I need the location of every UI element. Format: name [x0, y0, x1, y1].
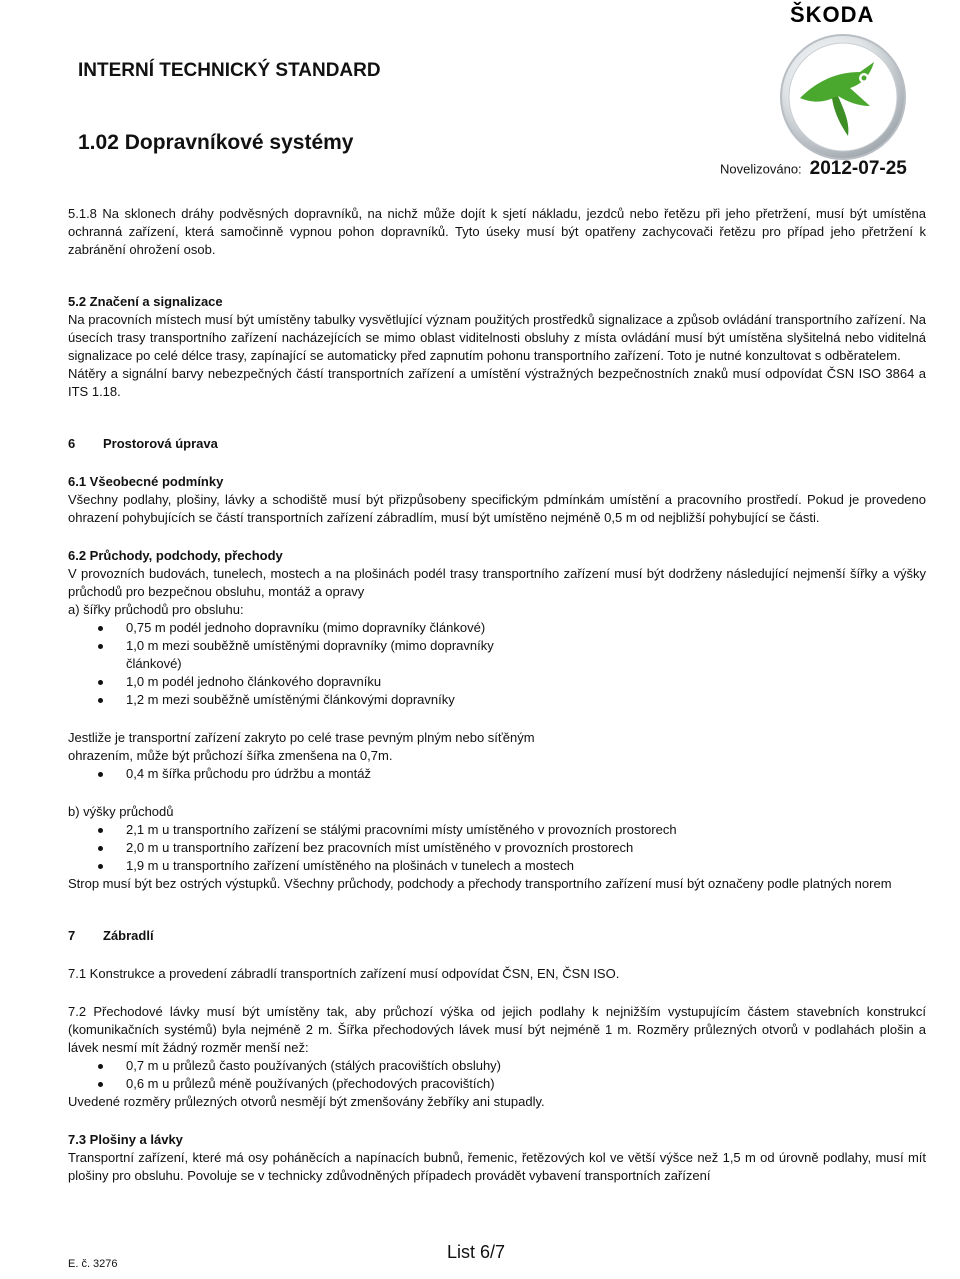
revision-info: [720, 158, 907, 180]
paragraph-5-1-8: 5.1.8 Na sklonech dráhy podvěsných dopravníků, na nichž může dojít k sjetí nákladu, jezdců nebo řetězu při jeho přetržení, musí být umístěna ochranná zařízení, která samočinně vypnou pohon dopravníků. Tyto úseky musí být opatřeny zachycovači řetězu pro případ jeho přetržení k zabránění ohrožení osob.: [68, 206, 926, 257]
section-title: Prostorová úprava: [103, 436, 218, 451]
revised-label: Novelizováno:: [720, 161, 802, 177]
list-item: 1,0 m podél jednoho článkového dopravníku: [68, 673, 538, 691]
heading-section-6: [68, 435, 926, 453]
section-title: Zábradlí: [103, 928, 154, 943]
paragraph-7-2-end: Uvedené rozměry průlezných otvorů nesmějí být zmenšovány žebříky ani stupadly.: [68, 1094, 545, 1109]
list-item: 2,0 m u transportního zařízení bez pracovních míst umístěného v provozních prostorech: [68, 839, 926, 857]
fence-list: [68, 765, 926, 783]
heading-section-7: [68, 927, 926, 945]
heading-6-1: 6.1 Všeobecné podmínky: [68, 474, 224, 489]
page-header: [0, 0, 960, 200]
paragraph-5-2: Na pracovních místech musí být umístěny tabulky vysvětlující význam použitých prostředků signalizace a způsob ovládání transportního zařízení. Na úsecích trasy transportního zařízení nacházejících se mimo oblast viditelnosti obsluhy z místa ovládání musí být umístěna slyšitelná nebo viditelná signalizace po celé délce trasy, zapínající se automaticky před zapnutím pohonu transportního zařízení. Toto je nutné konzultovat s odběratelem.: [68, 312, 926, 363]
section-number: 6: [68, 436, 76, 451]
document-title: 1.02 Dopravníkové systémy: [78, 131, 354, 154]
skoda-emblem-icon: [778, 32, 908, 162]
list-item: 1,0 m mezi souběžně umístěnými dopravníky (mimo dopravníky článkové): [68, 637, 538, 673]
heading-7-3: 7.3 Plošiny a lávky: [68, 1132, 183, 1147]
paragraph-7-2: 7.2 Přechodové lávky musí být umístěny tak, aby průchozí výška od jejich podlahy k nejnižším vystupujícím částem stavebních konstrukcí (komunikačních systémů) byla nejméně 2 m. Šířka přechodových lávek musí být nejméně 1 m. Rozměry průlezných otvorů v podlahách plošin a lávek nesmí mít žádný rozměr menší než:: [68, 1004, 926, 1055]
list-item: 0,7 m u průlezů často používaných (stálých pracovištích obsluhy): [68, 1057, 926, 1075]
list-b-intro: b) výšky průchodů: [68, 804, 174, 819]
list-a-intro: a) šířky průchodů pro obsluhu:: [68, 602, 244, 617]
list-item: 2,1 m u transportního zařízení se stálými pracovními místy umístěného v provozních prostorech: [68, 821, 926, 839]
revised-date: 2012-07-25: [809, 158, 907, 179]
list-item: 0,4 m šířka průchodu pro údržbu a montáž: [68, 765, 926, 783]
section-number: 7: [68, 928, 76, 943]
heading-6-2: 6.2 Průchody, podchody, přechody: [68, 548, 283, 563]
heights-list: [68, 821, 926, 875]
list-item: 1,2 m mezi souběžně umístěnými článkovými dopravníky: [68, 691, 538, 709]
paragraph-fence: Jestliže je transportní zařízení zakryto po celé trase pevným plným nebo síťěným ohrazením, může být průchozí šířka zmenšena na 0,7m.: [68, 730, 535, 763]
paragraph-5-2-paints: Nátěry a signální barvy nebezpečných částí transportních zařízení a umístění výstražných bezpečnostních znaků musí odpovídat ČSN ISO 3864 a ITS 1.18.: [68, 366, 926, 399]
paragraph-6-2-end: Strop musí být bez ostrých výstupků. Všechny průchody, podchody a přechody transportního zařízení musí být označeny podle platných norem: [68, 876, 892, 891]
list-item: 1,9 m u transportního zařízení umístěného na plošinách v tunelech a mostech: [68, 857, 926, 875]
list-item: 0,75 m podél jednoho dopravníku (mimo dopravníky článkové): [68, 619, 538, 637]
widths-list: [68, 619, 538, 709]
list-item: 0,6 m u průlezů méně používaných (přechodových pracovištích): [68, 1075, 926, 1093]
paragraph-7-1: 7.1 Konstrukce a provedení zábradlí transportních zařízení musí odpovídat ČSN, EN, ČSN ISO.: [68, 966, 620, 981]
page-number: List 6/7: [447, 1242, 506, 1262]
standard-title: INTERNÍ TECHNICKÝ STANDARD: [78, 60, 381, 81]
heading-5-2: 5.2 Značení a signalizace: [68, 294, 223, 309]
document-number: E. č. 3276: [68, 1258, 118, 1270]
openings-list: [68, 1057, 926, 1093]
paragraph-6-1: Všechny podlahy, plošiny, lávky a schodiště musí být přizpůsobeny specifickým pdmínkám umístění a pracovního prostředí. Pokud je provedeno ohrazení pohybujících se částí transportních zařízení zábradlím, musí být umístěno nejméně 0,5 m od nejbližší pohybující se části.: [68, 492, 926, 525]
paragraph-6-2: V provozních budovách, tunelech, mostech a na plošinách podél trasy transportního zařízení musí být dodrženy následující nejmenší šířky a výšky průchodů pro bezpečnou obsluhu, montáž a opravy: [68, 566, 926, 599]
brand-logo-text: ŠKODA: [790, 2, 875, 27]
paragraph-7-3: Transportní zařízení, které má osy poháněcích a napínacích bubnů, řemenic, řetězových kol ve větší výšce než 1,5 m od úrovně podlahy, musí mít plošiny pro obsluhu. Povoluje se v technicky zdůvodněných případech provádět vybavení transportních zařízení: [68, 1150, 926, 1183]
document-body: [68, 205, 926, 1185]
